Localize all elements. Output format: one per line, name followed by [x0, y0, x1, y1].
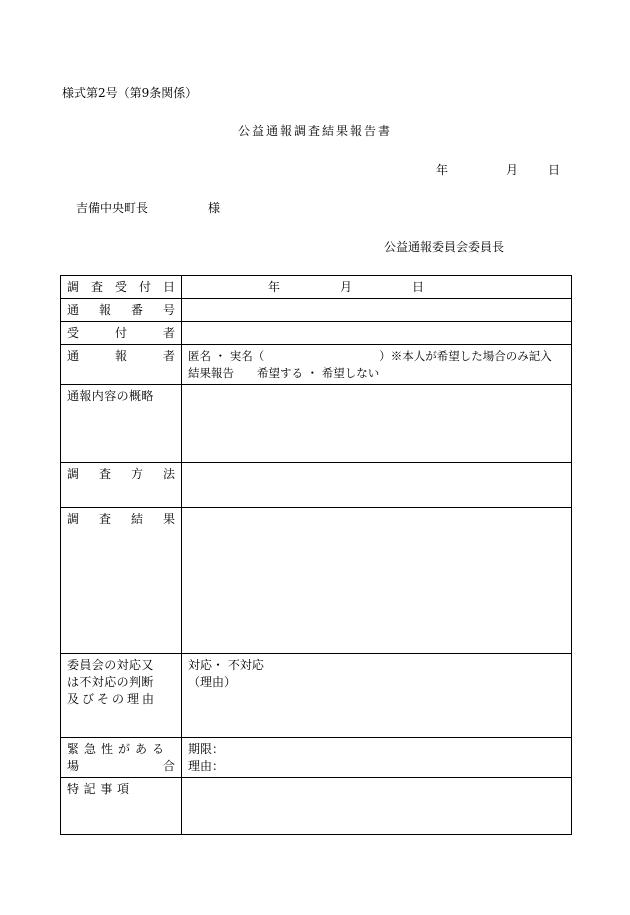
- label-char: 方: [130, 467, 143, 481]
- label-char: 報: [114, 349, 127, 363]
- report-form-table: [60, 275, 572, 835]
- label-report-number: [61, 299, 182, 322]
- label-committee-decision-line: 委員会の対応又: [67, 658, 154, 672]
- label-survey-result: [61, 508, 182, 654]
- label-char: 受: [114, 280, 127, 294]
- addressee-suffix: 様: [208, 201, 221, 215]
- label-char: 特: [67, 782, 80, 796]
- label-char: 号: [162, 303, 175, 317]
- date-month: 月: [506, 163, 519, 177]
- value-report-number[interactable]: [182, 299, 572, 322]
- value-report-summary[interactable]: [182, 385, 572, 463]
- label-urgency-line: 緊急性がある: [67, 742, 170, 756]
- label-char: 査: [98, 512, 111, 526]
- label-committee-decision-line: 及びその理由: [67, 692, 158, 706]
- row-report-number: [61, 299, 572, 322]
- label-receiver: [61, 322, 182, 345]
- label-char: 結: [130, 512, 143, 526]
- reporter-anonymity-line: 匿名 ・ 実名（ ）※本人が希望した場合のみ記入: [188, 349, 552, 363]
- label-char: 査: [98, 467, 111, 481]
- date-day: 日: [548, 163, 561, 177]
- row-reporter: [61, 345, 572, 385]
- label-special-notes: [61, 778, 182, 835]
- row-receiver: [61, 322, 572, 345]
- report-date: [436, 161, 560, 178]
- label-char: 記: [83, 782, 96, 796]
- label-committee-decision: [61, 654, 182, 738]
- label-char: 項: [116, 782, 129, 796]
- label-char: 果: [162, 512, 175, 526]
- urgency-reason-label: 理由：: [188, 759, 225, 773]
- value-survey-method[interactable]: [182, 463, 572, 508]
- sender: 公益通報委員会委員長: [384, 240, 505, 254]
- label-report-summary: [61, 385, 182, 463]
- value-reporter[interactable]: [182, 345, 572, 385]
- decision-choice: 対応・ 不対応: [188, 658, 264, 672]
- reporter-result-report-line: 結果報告 希望する ・ 希望しない: [188, 366, 380, 380]
- label-reporter: [61, 345, 182, 385]
- label-char: 報: [98, 303, 111, 317]
- row-committee-decision: [61, 654, 572, 738]
- label-char: 付: [114, 326, 127, 340]
- label-char: 査: [90, 280, 103, 294]
- form-number: 様式第2号（第9条関係）: [62, 86, 198, 100]
- row-report-summary: [61, 385, 572, 463]
- label-char: 付: [138, 280, 151, 294]
- value-survey-result[interactable]: [182, 508, 572, 654]
- addressee: 吉備中央町長: [76, 201, 149, 215]
- value-special-notes[interactable]: [182, 778, 572, 835]
- row-survey-date: [61, 276, 572, 299]
- label-urgency-line: [67, 758, 175, 775]
- survey-date-year: 年: [268, 280, 281, 294]
- document-title: 公益通報調査結果報告書: [237, 124, 392, 138]
- label-char: 者: [162, 349, 175, 363]
- label-char: 受: [67, 326, 80, 340]
- label-char: 調: [67, 280, 80, 294]
- label-committee-decision-line: は不対応の判断: [67, 675, 154, 689]
- value-survey-date[interactable]: [182, 276, 572, 299]
- label-char: 調: [67, 512, 80, 526]
- label-char: 事: [100, 782, 113, 796]
- label-char: 調: [67, 467, 80, 481]
- survey-date-day: 日: [412, 280, 425, 294]
- label-char: 通: [67, 349, 80, 363]
- row-survey-result: [61, 508, 572, 654]
- label-survey-date: [61, 276, 182, 299]
- label-report-summary-text: 通報内容の概略: [67, 389, 154, 403]
- survey-date-month: 月: [340, 280, 353, 294]
- value-receiver[interactable]: [182, 322, 572, 345]
- value-committee-decision[interactable]: [182, 654, 572, 738]
- label-urgency: [61, 738, 182, 778]
- label-char: 通: [67, 303, 80, 317]
- row-special-notes: [61, 778, 572, 835]
- value-urgency[interactable]: [182, 738, 572, 778]
- urgency-deadline-label: 期限：: [188, 742, 225, 756]
- label-char: 者: [162, 326, 175, 340]
- label-survey-method: [61, 463, 182, 508]
- decision-reason-label: （理由）: [188, 675, 237, 689]
- row-urgency: [61, 738, 572, 778]
- label-char: 日: [162, 280, 175, 294]
- label-char: 合: [162, 759, 175, 773]
- row-survey-method: [61, 463, 572, 508]
- label-char: 法: [162, 467, 175, 481]
- date-year: 年: [436, 163, 449, 177]
- label-char: 番: [130, 303, 143, 317]
- label-char: 場: [67, 759, 80, 773]
